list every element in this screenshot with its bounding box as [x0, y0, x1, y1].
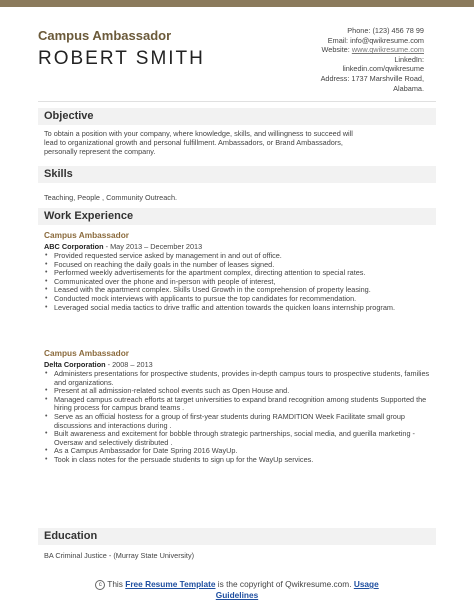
job-bullet: • Performed weekly advertisements for the apartment complex, directing attention to special rates.	[54, 269, 434, 278]
objective-heading-text: Objective	[44, 110, 94, 122]
job-bullet: • Present at all admission-related school events such as Open House and.	[54, 387, 434, 396]
education-heading	[38, 528, 436, 545]
job-bullet: • Built awareness and excitement for bobble through strategic partnerships, social media, and guerilla marketing - Oversaw and selectively distributed .	[54, 430, 434, 447]
job-role: Campus Ambassador	[44, 348, 129, 358]
objective-text	[44, 129, 434, 157]
skills-heading	[38, 166, 436, 183]
job-dates: - May 2013 – December 2013	[103, 242, 203, 251]
linkedin-label: LinkedIn:	[394, 54, 424, 64]
free-resume-template-link[interactable]: Free Resume Template	[125, 579, 216, 589]
copyright-footer	[38, 579, 436, 600]
top-accent-bar	[0, 0, 474, 7]
job-bullets	[44, 252, 434, 312]
objective-heading	[38, 108, 436, 125]
objective-line: lead to organizational growth and personal fulfillment. Ambassadors, or Brand Ambassadors,	[44, 138, 343, 148]
job-role: Campus Ambassador	[44, 230, 129, 240]
address-label: Address:	[320, 73, 350, 83]
linkedin-value: linkedin.com/qwikresume	[342, 64, 424, 74]
skills-heading-text: Skills	[44, 168, 73, 180]
job-bullet: • Provided requested service asked by management in and out of office.	[54, 252, 434, 261]
job-entry	[44, 230, 434, 312]
objective-line: To obtain a position with your company, where knowledge, skills, and willingness to succeed will	[44, 129, 353, 138]
contact-block	[264, 26, 424, 93]
website-label: Website:	[321, 45, 350, 55]
job-bullet: • Managed campus outreach efforts at target universities to expand brand recognition among students Supported the hiring process for campus brand teams .	[54, 396, 434, 413]
email-value: info@qwikresume.com	[350, 35, 424, 45]
address-line1: 1737 Marshville Road,	[351, 73, 424, 83]
contact-email	[264, 36, 424, 46]
job-bullet: • Communicated over the phone and in-person with people of interest,	[54, 278, 434, 287]
job-bullet: • Administers presentations for prospective students, provides in-depth campus tours to prospective students, families and organizations.	[54, 370, 434, 387]
objective-line: personally represent the company.	[44, 147, 156, 157]
phone-value: (123) 456 78 99	[372, 26, 424, 35]
education-text: BA Criminal Justice - (Murray State University)	[44, 551, 195, 560]
education-heading-text: Education	[44, 530, 98, 542]
job-entry	[44, 348, 434, 465]
job-bullet: • Leased with the apartment complex. Skills Used Growth in the comprehension of property leasing.	[54, 286, 434, 295]
job-bullet: • Focused on reaching the daily goals in the number of leases signed.	[54, 261, 434, 270]
job-bullet: • Took in class notes for the persuade students to sign up for the WayUp services.	[54, 456, 434, 465]
usage-link[interactable]: Usage	[353, 579, 379, 589]
experience-heading	[38, 208, 436, 225]
job-bullet: • Leveraged social media tactics to drive traffic and attention towards the quicken loans internship program.	[54, 304, 434, 313]
header-job-title: Campus Ambassador	[38, 28, 172, 43]
experience-heading-text: Work Experience	[44, 210, 134, 222]
contact-address	[264, 74, 424, 84]
skills-text: Teaching, People , Community Outreach.	[44, 193, 178, 202]
job-dates: - 2008 – 2013	[105, 360, 153, 369]
job-bullet: • Serve as an official hostess for a group of first-year students during RAMDITION Week Facilitate small group discussions and interactions during .	[54, 413, 434, 430]
job-bullet: • As a Campus Ambassador for Date Spring 2016 WayUp.	[54, 447, 434, 456]
email-label: Email:	[327, 35, 349, 45]
job-company-dates	[44, 360, 434, 369]
contact-phone	[264, 26, 424, 36]
website-link[interactable]: www.qwikresume.com	[351, 45, 424, 55]
copyright-icon: c	[95, 580, 105, 590]
header-divider	[38, 101, 436, 102]
job-bullets	[44, 370, 434, 465]
candidate-name: ROBERT SMITH	[38, 48, 205, 69]
contact-website	[264, 45, 424, 55]
job-company-dates	[44, 242, 434, 251]
phone-label: Phone:	[347, 26, 371, 35]
footer-prefix: This	[107, 579, 123, 589]
job-company: Delta Corporation	[44, 360, 106, 369]
address-line2: Alabama.	[393, 83, 424, 93]
footer-middle-text: is the copyright of Qwikresume.com.	[217, 579, 352, 589]
job-company: ABC Corporation	[44, 242, 104, 251]
job-bullet: • Conducted mock interviews with applicants to pursue the top candidates for recommendation.	[54, 295, 434, 304]
guidelines-link[interactable]: Guidelines	[215, 590, 259, 600]
